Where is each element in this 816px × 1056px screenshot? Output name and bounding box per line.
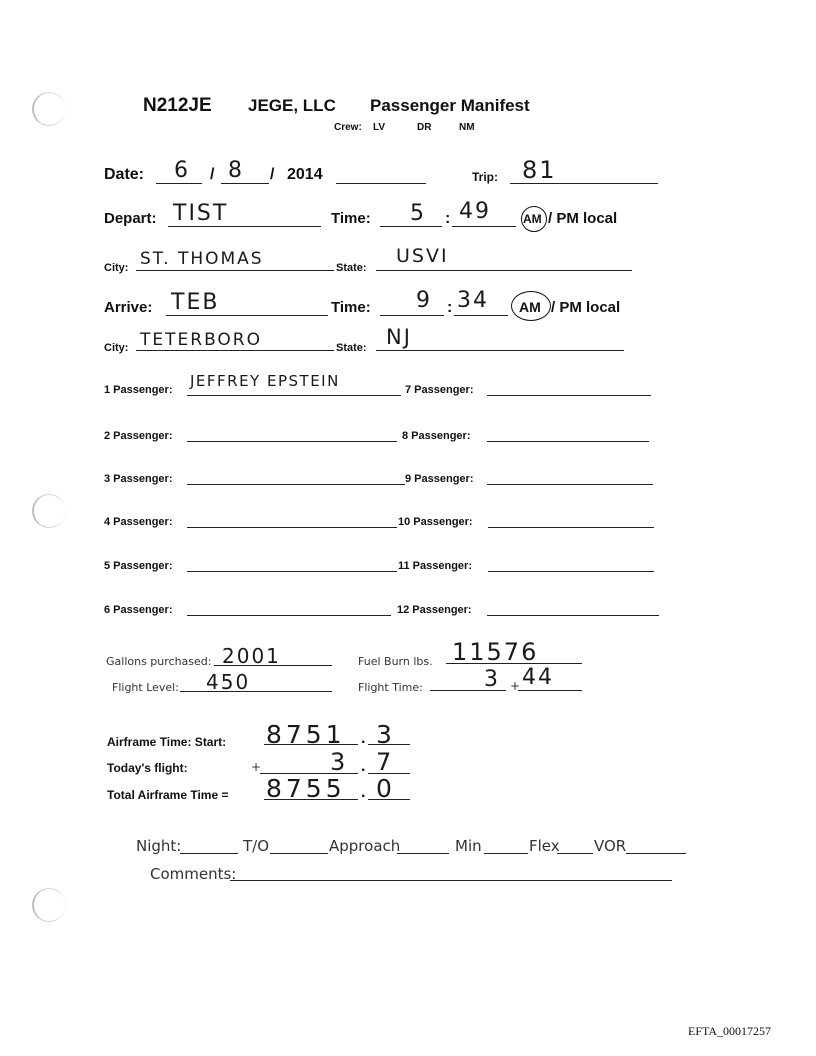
depart-code[interactable]: TIST: [173, 201, 229, 226]
arrive-colon: :: [447, 299, 453, 316]
date-sep-2: /: [270, 166, 275, 183]
night-line: [180, 853, 238, 854]
gallons-value[interactable]: 2001: [222, 644, 281, 668]
date-day-line: [221, 183, 269, 184]
passenger-12-label: 12 Passenger:: [397, 604, 472, 616]
page-title: Passenger Manifest: [370, 96, 530, 115]
passenger-6-label: 6 Passenger:: [104, 604, 173, 616]
min-label: Min: [455, 837, 482, 855]
crew-dr: DR: [417, 122, 432, 133]
date-month[interactable]: 6: [174, 158, 190, 183]
passenger-10-label: 10 Passenger:: [398, 516, 473, 528]
depart-time-label: Time:: [331, 210, 371, 227]
date-month-line: [156, 183, 202, 184]
depart-min[interactable]: 49: [459, 199, 491, 224]
passenger-1-value[interactable]: JEFFREY EPSTEIN: [190, 372, 340, 390]
depart-min-line: [452, 226, 516, 227]
depart-state[interactable]: USVI: [396, 245, 449, 267]
trip-label: Trip:: [472, 170, 498, 184]
arrive-code[interactable]: TEB: [171, 290, 220, 315]
passenger-1-label: 1 Passenger:: [104, 384, 173, 396]
arrive-hour-line: [380, 315, 444, 316]
approach-line: [397, 853, 449, 854]
passenger-8-label: 8 Passenger:: [402, 430, 471, 442]
comments-line: [230, 880, 672, 881]
gallons-label: Gallons purchased:: [106, 655, 212, 668]
arrive-city-line: [136, 350, 334, 351]
vor-line: [626, 853, 686, 854]
crew-label: Crew:: [334, 122, 362, 133]
passenger-10-line: [488, 527, 654, 528]
passenger-9-line: [487, 484, 653, 485]
crew-lv: LV: [373, 122, 386, 133]
arrive-code-line: [166, 315, 328, 316]
arrive-state-label: State:: [336, 342, 367, 354]
flight-time-minutes[interactable]: 44: [522, 665, 554, 690]
passenger-8-line: [487, 441, 649, 442]
passenger-12-line: [487, 615, 659, 616]
passenger-2-label: 2 Passenger:: [104, 430, 173, 442]
min-line: [484, 853, 528, 854]
depart-hour[interactable]: 5: [410, 201, 426, 226]
date-label: Date:: [104, 166, 145, 183]
passenger-2-line: [187, 441, 397, 442]
passenger-5-label: 5 Passenger:: [104, 560, 173, 572]
passenger-6-line: [187, 615, 391, 616]
punch-hole-top: [32, 92, 66, 126]
crew-nm: NM: [459, 122, 475, 133]
airframe-start-whole[interactable]: 8751: [266, 720, 346, 749]
arrive-min-line: [454, 315, 508, 316]
date-day[interactable]: 8: [228, 158, 244, 183]
flight-level-label: Flight Level:: [112, 681, 179, 694]
date-year: 2014: [287, 166, 323, 183]
passenger-5-line: [187, 571, 397, 572]
arrive-state-line: [376, 350, 624, 351]
depart-label: Depart:: [104, 210, 157, 227]
total-airframe-dec[interactable]: 0: [376, 774, 394, 803]
arrive-time-label: Time:: [331, 299, 371, 316]
arrive-pm-local: / PM local: [551, 299, 621, 316]
depart-city-line: [136, 270, 334, 271]
arrive-am[interactable]: AM: [519, 299, 541, 315]
todays-flight-plus: +: [251, 760, 262, 774]
passenger-3-line: [187, 484, 405, 485]
date-sep-1: /: [210, 166, 215, 183]
arrive-hour[interactable]: 9: [416, 288, 432, 313]
todays-flight-label: Today's flight:: [107, 761, 188, 775]
passenger-7-line: [487, 395, 651, 396]
comments-label: Comments:: [150, 865, 237, 883]
passenger-7-label: 7 Passenger:: [405, 384, 474, 396]
passenger-11-label: 11 Passenger:: [398, 560, 472, 572]
date-year-line: [336, 183, 426, 184]
document-id: EFTA_00017257: [688, 1024, 772, 1038]
depart-state-label: State:: [336, 262, 367, 274]
airframe-start-dec[interactable]: 3: [376, 720, 394, 749]
flex-label: Flex: [529, 837, 560, 855]
flight-time-hours[interactable]: 3: [484, 667, 500, 692]
flight-level-line: [180, 691, 332, 692]
todays-flight-dec[interactable]: 7: [376, 748, 394, 776]
depart-hour-line: [380, 226, 442, 227]
fuel-burn-label: Fuel Burn lbs.: [358, 655, 433, 668]
takeoff-label: T/O: [243, 837, 270, 855]
arrive-city-label: City:: [104, 342, 129, 354]
passenger-4-label: 4 Passenger:: [104, 516, 173, 528]
passenger-3-label: 3 Passenger:: [104, 473, 173, 485]
punch-hole-bottom: [32, 888, 66, 922]
flight-level-value[interactable]: 450: [206, 670, 251, 694]
total-airframe-label: Total Airframe Time =: [107, 788, 229, 802]
flex-line: [557, 853, 593, 854]
trip-value[interactable]: 81: [522, 156, 557, 184]
depart-colon: :: [445, 210, 451, 227]
punch-hole-middle: [32, 494, 66, 528]
passenger-9-label: 9 Passenger:: [405, 473, 474, 485]
depart-city[interactable]: ST. THOMAS: [140, 249, 264, 269]
flight-time-plus: +: [510, 679, 521, 693]
airframe-start-dot: .: [361, 730, 366, 747]
passenger-1-line: [187, 395, 401, 396]
depart-state-line: [376, 270, 632, 271]
arrive-city[interactable]: TETERBORO: [140, 330, 263, 350]
vor-label: VOR: [594, 837, 627, 855]
depart-city-label: City:: [104, 262, 129, 274]
approach-label: Approach: [329, 837, 401, 855]
flight-time-min-line: [518, 690, 582, 691]
arrive-min[interactable]: 34: [457, 288, 489, 313]
fuel-burn-value[interactable]: 11576: [452, 638, 539, 666]
todays-flight-dot: .: [361, 758, 366, 775]
flight-time-label: Flight Time:: [358, 681, 423, 694]
depart-am[interactable]: AM: [523, 212, 542, 226]
depart-code-line: [168, 226, 321, 227]
depart-pm-local: / PM local: [548, 210, 618, 227]
company-name: JEGE, LLC: [248, 96, 336, 115]
todays-flight-whole[interactable]: 3: [330, 748, 348, 776]
night-label: Night:: [136, 837, 182, 855]
arrive-state[interactable]: NJ: [386, 325, 412, 349]
passenger-4-line: [187, 527, 397, 528]
tail-number: N212JE: [143, 95, 212, 116]
airframe-start-label: Airframe Time: Start:: [107, 735, 227, 749]
total-airframe-dot: .: [361, 784, 366, 801]
passenger-11-line: [488, 571, 654, 572]
takeoff-line: [270, 853, 328, 854]
arrive-label: Arrive:: [104, 299, 153, 316]
total-airframe-whole[interactable]: 8755: [266, 774, 346, 803]
